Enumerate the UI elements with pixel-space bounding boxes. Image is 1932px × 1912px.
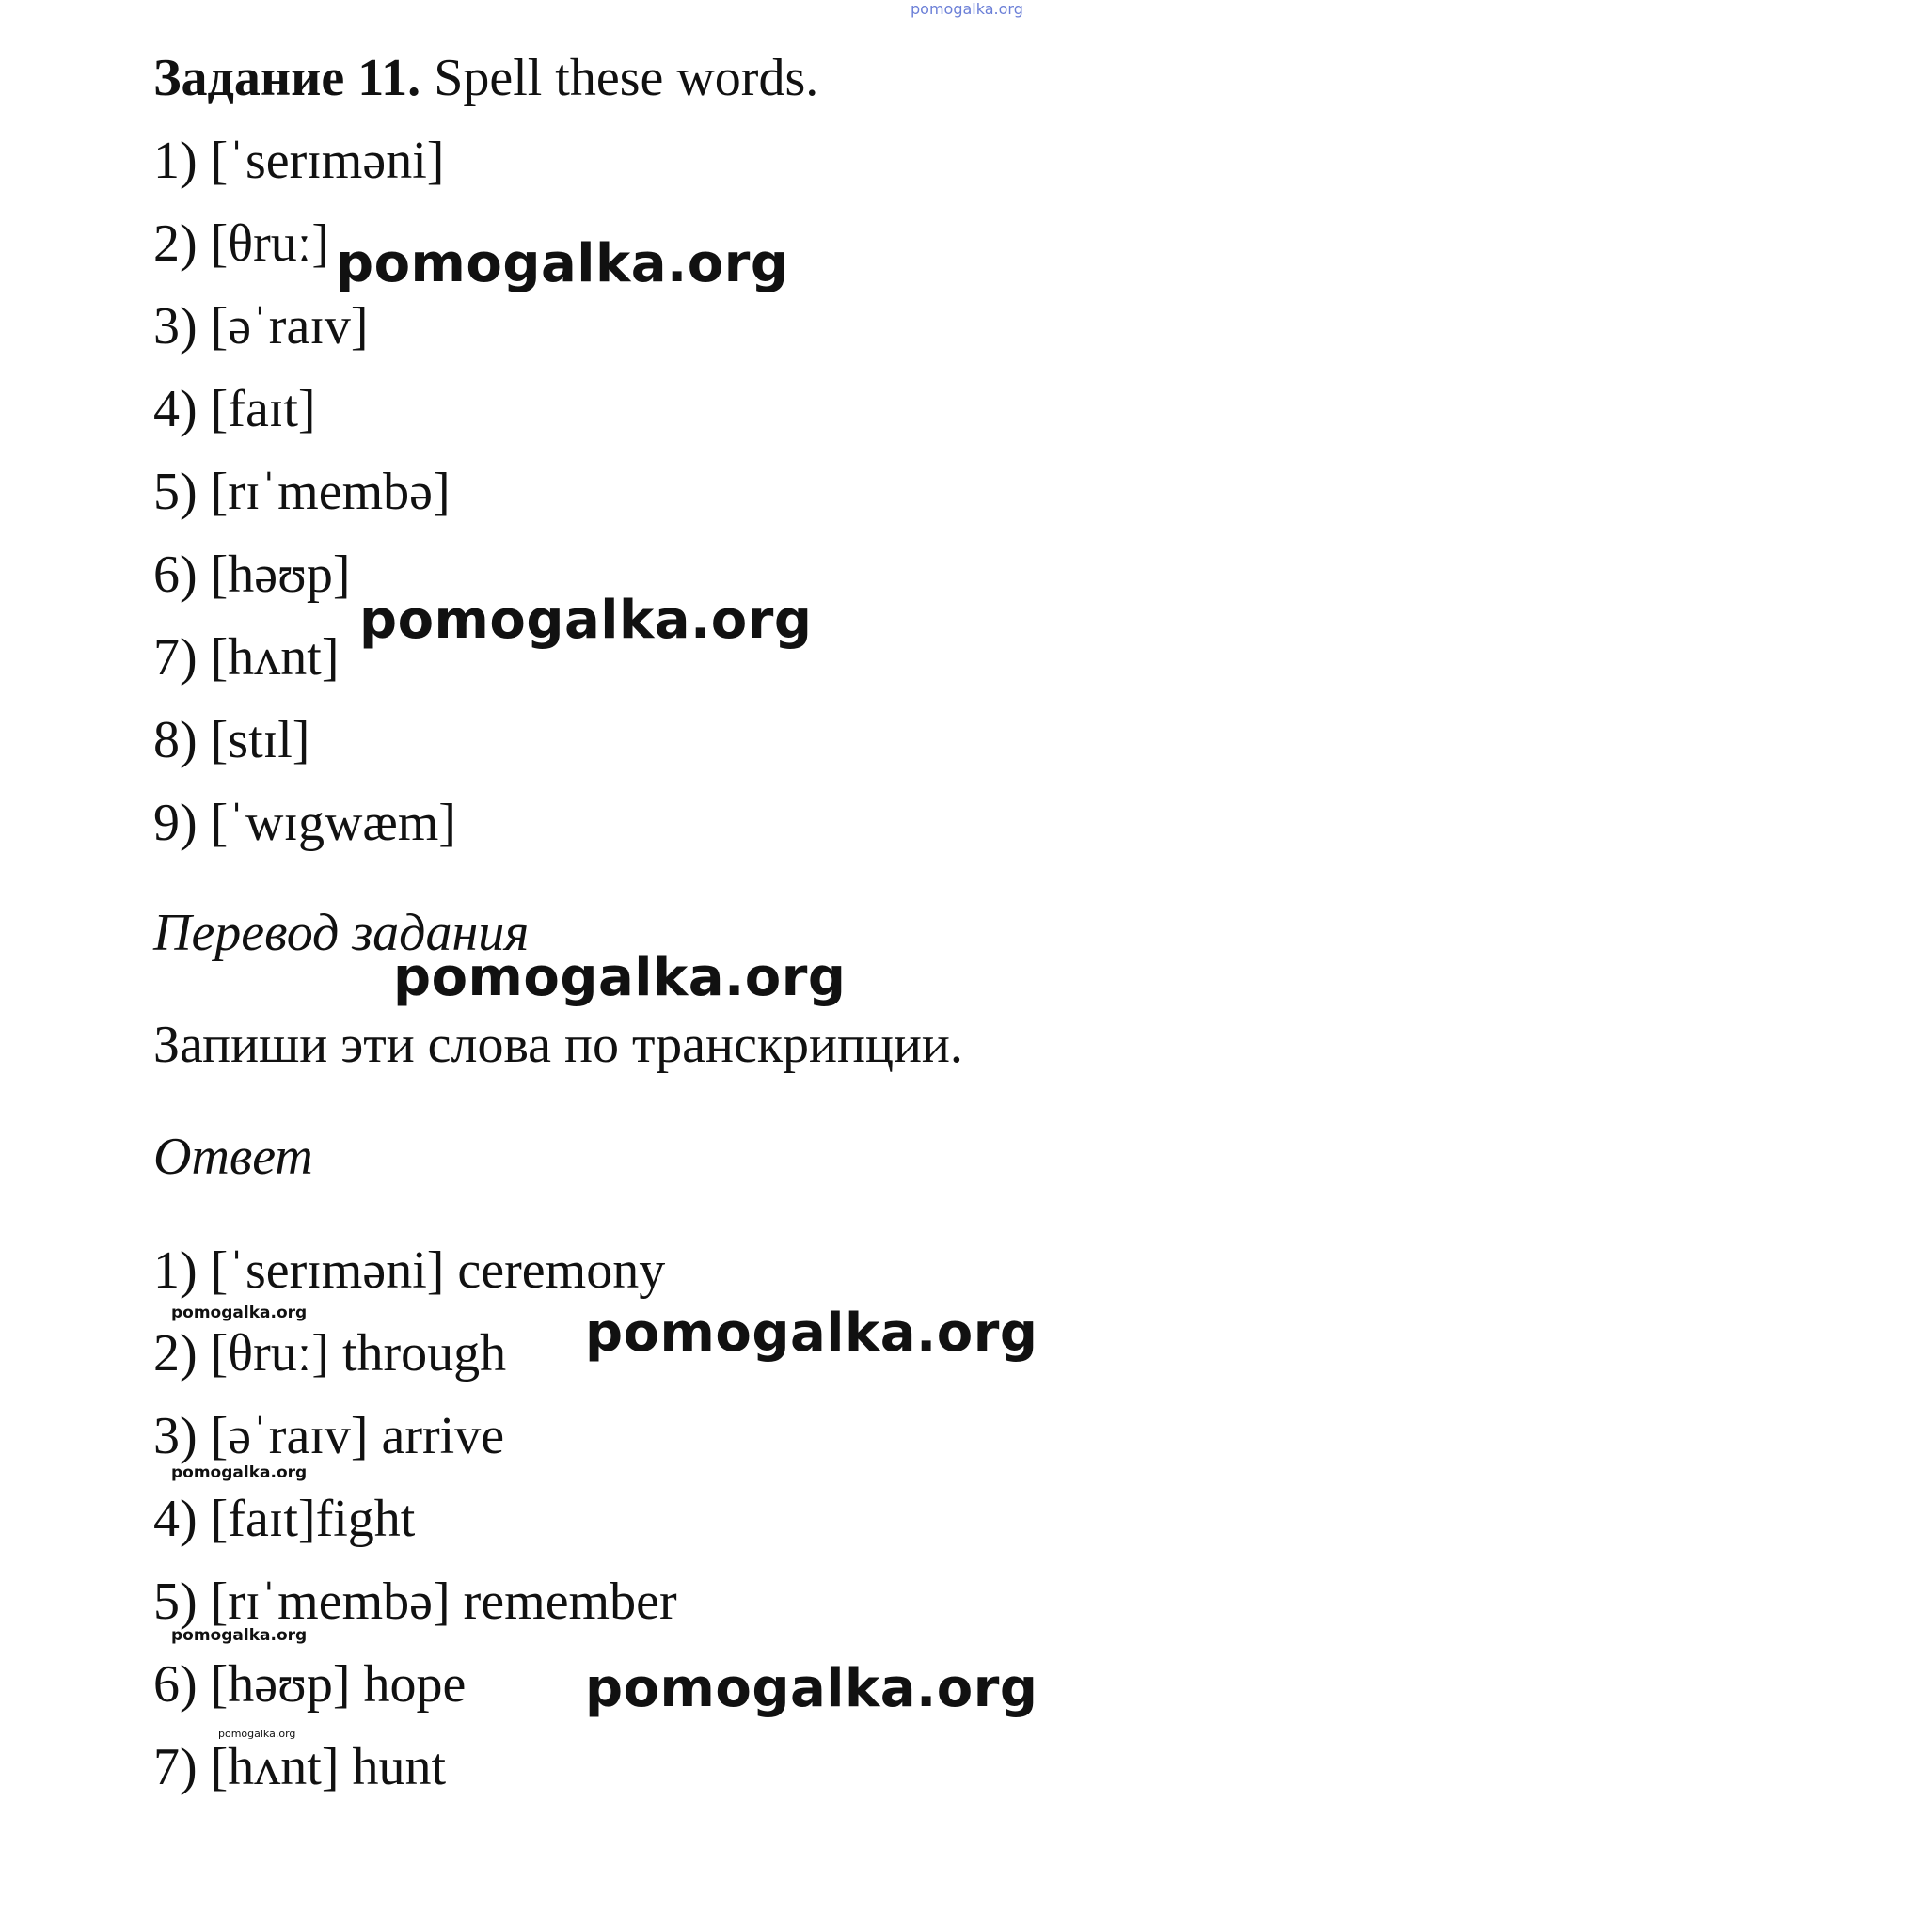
watermark: pomogalka.org [336, 233, 789, 294]
exercise-item-5: 5) [rɪˈmembə] [153, 463, 451, 521]
answer-item-2: 2) [θruː] through [153, 1324, 507, 1383]
answer-item-1: 1) [ˈserɪməni] ceremony [153, 1241, 666, 1300]
watermark: pomogalka.org [585, 1658, 1038, 1719]
watermark-small: pomogalka.org [171, 1463, 308, 1482]
answer-heading: Ответ [153, 1128, 313, 1186]
answer-item-7: 7) [hʌnt] hunt [153, 1738, 447, 1796]
answer-item-5: 5) [rɪˈmembə] remember [153, 1572, 677, 1631]
exercise-item-8: 8) [stɪl] [153, 711, 310, 769]
exercise-item-2: 2) [θruː] [153, 214, 329, 273]
watermark-small: pomogalka.org [171, 1304, 308, 1322]
translation-heading: Перевод задания [153, 904, 530, 962]
exercise-item-4: 4) [faɪt] [153, 380, 316, 438]
task-instruction: Spell these words. [420, 49, 819, 107]
answer-item-4: 4) [faɪt]fight [153, 1490, 416, 1548]
watermark-small: pomogalka.org [218, 1728, 296, 1740]
exercise-item-7: 7) [hʌnt] [153, 628, 340, 687]
watermark: pomogalka.org [585, 1303, 1038, 1364]
answer-item-3: 3) [əˈraɪv] arrive [153, 1407, 505, 1465]
top-watermark: pomogalka.org [911, 0, 1023, 18]
task-label: Задание 11. [153, 49, 421, 107]
watermark: pomogalka.org [393, 947, 847, 1008]
exercise-item-6: 6) [həʊp] [153, 545, 351, 604]
watermark: pomogalka.org [359, 590, 813, 651]
exercise-item-9: 9) [ˈwɪgwæm] [153, 794, 456, 852]
exercise-item-1: 1) [ˈserɪməni] [153, 132, 445, 190]
watermark-small: pomogalka.org [171, 1626, 308, 1645]
task-title-line [153, 49, 819, 107]
answer-item-6: 6) [həʊp] hope [153, 1655, 467, 1714]
translation-text: Запиши эти слова по транскрипции. [153, 1016, 963, 1074]
exercise-item-3: 3) [əˈraɪv] [153, 297, 369, 356]
